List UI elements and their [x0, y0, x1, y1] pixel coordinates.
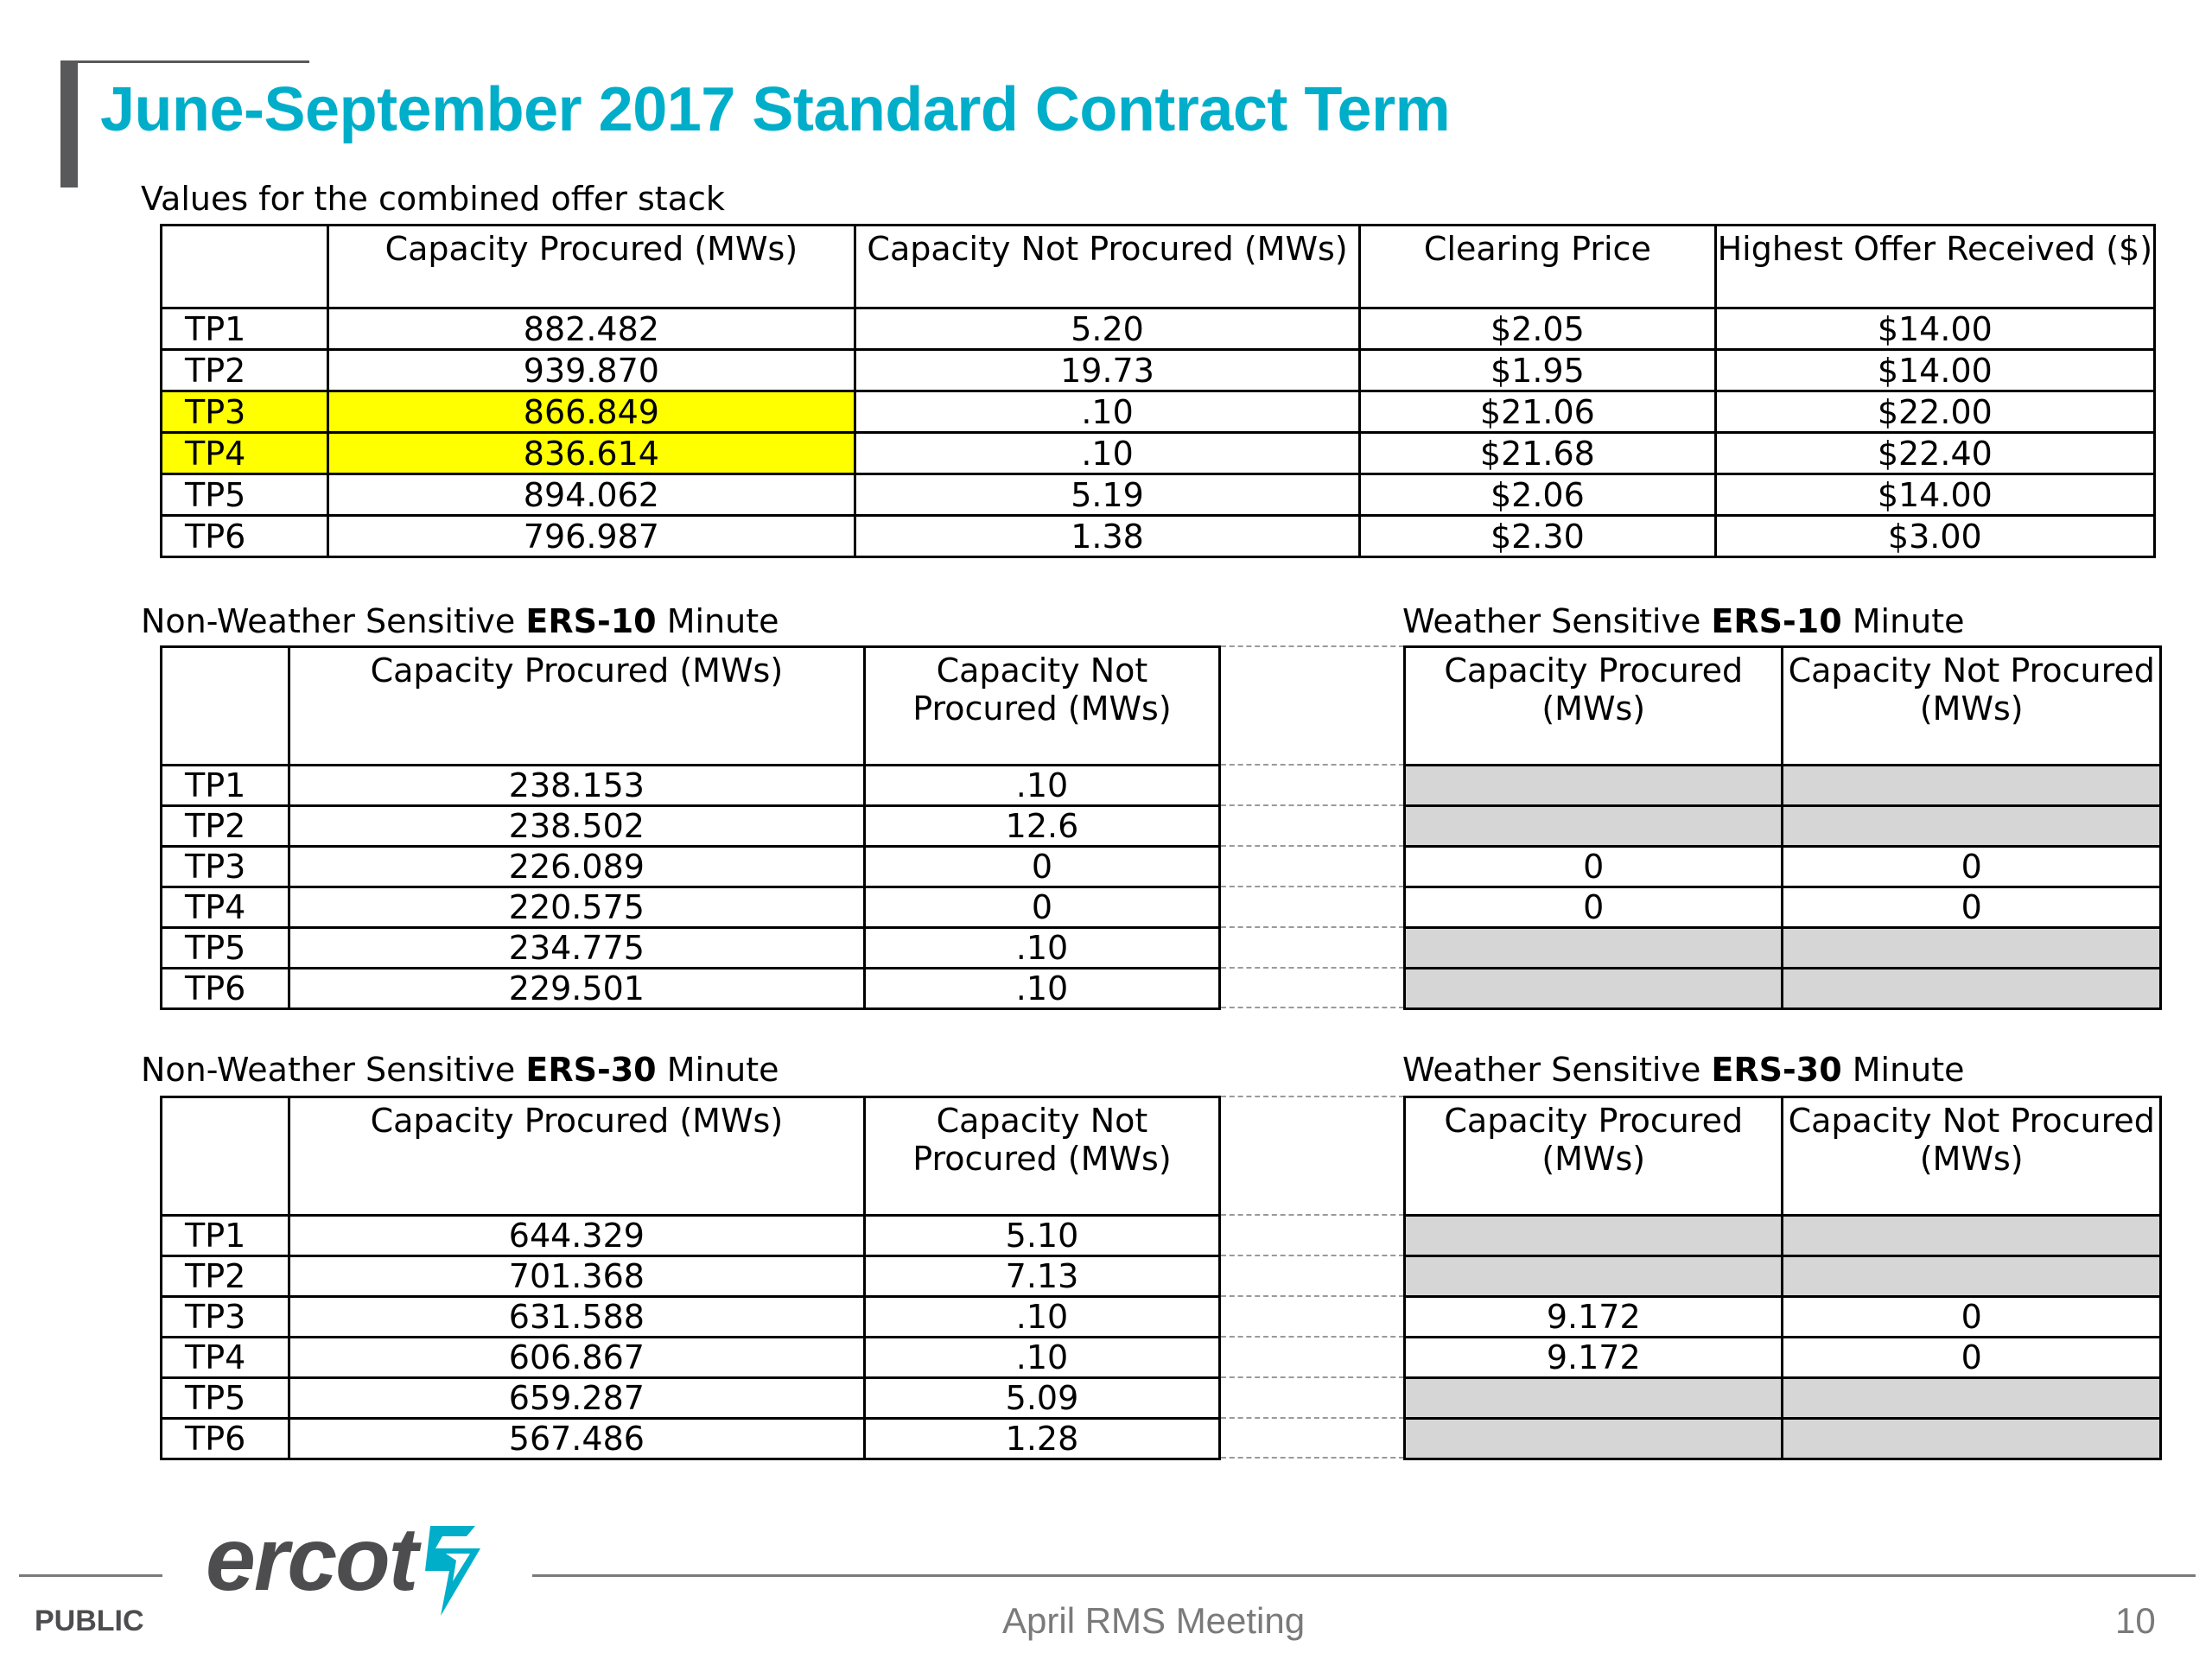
table-header-row	[162, 226, 2155, 308]
table-row	[162, 350, 2155, 391]
table-cell: 836.614	[327, 433, 855, 474]
table-header-row	[1405, 647, 2161, 766]
table-row	[162, 1378, 1220, 1419]
table-header-row	[1405, 1097, 2161, 1216]
table-cell-empty	[1783, 928, 2161, 969]
table-cell: $14.00	[1715, 308, 2154, 350]
table-cell: 12.6	[864, 806, 1219, 847]
slide-title: June-September 2017 Standard Contract Term	[100, 75, 1451, 144]
table-cell: 0	[1405, 887, 1783, 928]
table-cell: 0	[1783, 887, 2161, 928]
table-cell: 234.775	[289, 928, 864, 969]
table-row-highlighted	[162, 391, 2155, 433]
header-capacity-procured: Capacity Procured (MWs)	[1405, 647, 1783, 766]
table-row	[162, 474, 2155, 516]
ws-ers30-table	[1403, 1096, 2162, 1460]
table-cell: .10	[864, 1338, 1219, 1378]
table-row	[162, 1216, 1220, 1256]
public-label: PUBLIC	[35, 1605, 144, 1637]
title-bracket-top	[60, 60, 309, 63]
header-capacity-procured: Capacity Procured (MWs)	[1405, 1097, 1783, 1216]
row-label: TP2	[162, 806, 289, 847]
table-row	[1405, 1297, 2161, 1338]
nws10-caption	[141, 602, 779, 640]
header-capacity-procured: Capacity Procured (MWs)	[289, 1097, 864, 1216]
header-cell	[162, 226, 328, 308]
table-cell: 0	[1405, 847, 1783, 887]
table-cell: 644.329	[289, 1216, 864, 1256]
table-cell: 5.09	[864, 1378, 1219, 1419]
table-cell: .10	[864, 766, 1219, 806]
table-cell-empty	[1405, 928, 1783, 969]
table-cell: 226.089	[289, 847, 864, 887]
caption-text: Weather Sensitive	[1402, 602, 1712, 640]
table-row	[1405, 847, 2161, 887]
table-cell: .10	[864, 928, 1219, 969]
table-cell: 19.73	[855, 350, 1359, 391]
row-label: TP4	[162, 433, 328, 474]
table-row	[162, 887, 1220, 928]
caption-bold: ERS-10	[525, 602, 657, 640]
meeting-name: April RMS Meeting	[1002, 1600, 1306, 1641]
table-row	[162, 1419, 1220, 1459]
row-label: TP6	[162, 516, 328, 557]
table-row-highlighted	[162, 433, 2155, 474]
combined-offer-table	[160, 224, 2156, 558]
table-cell: 9.172	[1405, 1338, 1783, 1378]
caption-text: Weather Sensitive	[1402, 1051, 1712, 1089]
dashed-connectors	[1221, 1096, 1404, 1459]
row-label: TP5	[162, 474, 328, 516]
table-cell: 882.482	[327, 308, 855, 350]
table-cell: $2.30	[1360, 516, 1716, 557]
table-cell: $21.06	[1360, 391, 1716, 433]
caption-text: Non-Weather Sensitive	[141, 1051, 526, 1089]
table-row	[162, 806, 1220, 847]
table-cell: .10	[864, 1297, 1219, 1338]
table-cell: 659.287	[289, 1378, 864, 1419]
table-cell: 5.20	[855, 308, 1359, 350]
table-cell: 229.501	[289, 969, 864, 1009]
ws-ers10-table	[1403, 645, 2162, 1010]
table-cell: $22.40	[1715, 433, 2154, 474]
header-capacity-procured: Capacity Procured (MWs)	[327, 226, 855, 308]
table-cell: 866.849	[327, 391, 855, 433]
table-row	[1405, 1378, 2161, 1419]
caption-text: Minute	[656, 602, 779, 640]
table-cell: 220.575	[289, 887, 864, 928]
table-cell: 5.10	[864, 1216, 1219, 1256]
row-label: TP5	[162, 928, 289, 969]
row-label: TP3	[162, 391, 328, 433]
table-cell: 0	[1783, 847, 2161, 887]
table-cell: 701.368	[289, 1256, 864, 1297]
table-cell: 0	[864, 887, 1219, 928]
header-cell	[162, 1097, 289, 1216]
caption-text: Minute	[656, 1051, 779, 1089]
table-row	[162, 847, 1220, 887]
caption-bold: ERS-10	[1711, 602, 1842, 640]
table-cell: 1.28	[864, 1419, 1219, 1459]
caption-text: Non-Weather Sensitive	[141, 602, 526, 640]
table-cell: 0	[1783, 1338, 2161, 1378]
table-cell-empty	[1405, 766, 1783, 806]
title-bracket-bar	[60, 60, 78, 188]
row-label: TP5	[162, 1378, 289, 1419]
table-cell: 1.38	[855, 516, 1359, 557]
table-cell: 5.19	[855, 474, 1359, 516]
table-cell: 606.867	[289, 1338, 864, 1378]
footer-rule-right	[532, 1574, 2196, 1577]
table-row	[162, 969, 1220, 1009]
caption-bold: ERS-30	[1711, 1051, 1842, 1089]
table-row	[162, 516, 2155, 557]
table-cell-empty	[1405, 1378, 1783, 1419]
header-capacity-not-procured: Capacity Not Procured (MWs)	[1783, 1097, 2161, 1216]
header-capacity-not-procured: Capacity Not Procured (MWs)	[855, 226, 1359, 308]
row-label: TP4	[162, 887, 289, 928]
header-capacity-procured: Capacity Procured (MWs)	[289, 647, 864, 766]
table-cell: $3.00	[1715, 516, 2154, 557]
table-cell: 567.486	[289, 1419, 864, 1459]
row-label: TP1	[162, 1216, 289, 1256]
ws10-caption	[1402, 602, 1965, 640]
table-cell: 939.870	[327, 350, 855, 391]
nws30-caption	[141, 1051, 779, 1089]
table-cell-empty	[1783, 806, 2161, 847]
row-label: TP1	[162, 766, 289, 806]
table-cell-empty	[1405, 1419, 1783, 1459]
table-header-row	[162, 647, 1220, 766]
table-cell: .10	[864, 969, 1219, 1009]
row-label: TP4	[162, 1338, 289, 1378]
ercot-bolt-icon	[406, 1519, 493, 1623]
row-label: TP6	[162, 969, 289, 1009]
table-cell: $2.06	[1360, 474, 1716, 516]
dashed-connectors	[1221, 645, 1404, 1008]
caption-text: Minute	[1841, 1051, 1965, 1089]
row-label: TP6	[162, 1419, 289, 1459]
table-cell: $21.68	[1360, 433, 1716, 474]
header-capacity-not-procured: Capacity Not Procured (MWs)	[864, 1097, 1219, 1216]
footer-rule-left	[19, 1574, 162, 1577]
table-cell: 7.13	[864, 1256, 1219, 1297]
row-label: TP2	[162, 1256, 289, 1297]
table-row	[162, 308, 2155, 350]
ws30-caption	[1402, 1051, 1965, 1089]
table-cell: $1.95	[1360, 350, 1716, 391]
table-row	[1405, 766, 2161, 806]
table-cell: .10	[855, 391, 1359, 433]
table-cell-empty	[1405, 806, 1783, 847]
page-number: 10	[2115, 1600, 2156, 1641]
table-cell: 0	[864, 847, 1219, 887]
table-row	[1405, 969, 2161, 1009]
nws-ers30-table	[160, 1096, 1221, 1460]
table-cell: 796.987	[327, 516, 855, 557]
row-label: TP1	[162, 308, 328, 350]
table-row	[1405, 1216, 2161, 1256]
table-cell-empty	[1783, 1419, 2161, 1459]
table-cell: 631.588	[289, 1297, 864, 1338]
table-row	[1405, 1419, 2161, 1459]
nws-ers10-table	[160, 645, 1221, 1010]
table-row	[162, 928, 1220, 969]
header-highest-offer: Highest Offer Received ($)	[1715, 226, 2154, 308]
header-cell	[162, 647, 289, 766]
table-row	[1405, 806, 2161, 847]
header-capacity-not-procured: Capacity Not Procured (MWs)	[1783, 647, 2161, 766]
table-cell-empty	[1783, 1378, 2161, 1419]
table-cell-empty	[1783, 1216, 2161, 1256]
header-clearing-price: Clearing Price	[1360, 226, 1716, 308]
row-label: TP2	[162, 350, 328, 391]
row-label: TP3	[162, 847, 289, 887]
table-cell: $14.00	[1715, 350, 2154, 391]
table-cell: 238.153	[289, 766, 864, 806]
combined-caption: Values for the combined offer stack	[141, 180, 725, 218]
table-cell: $14.00	[1715, 474, 2154, 516]
row-label: TP3	[162, 1297, 289, 1338]
table-cell: $22.00	[1715, 391, 2154, 433]
table-cell: $2.05	[1360, 308, 1716, 350]
caption-bold: ERS-30	[525, 1051, 657, 1089]
table-row	[162, 766, 1220, 806]
caption-text: Minute	[1841, 602, 1965, 640]
table-row	[1405, 887, 2161, 928]
table-cell-empty	[1783, 969, 2161, 1009]
header-capacity-not-procured: Capacity Not Procured (MWs)	[864, 647, 1219, 766]
table-row	[162, 1297, 1220, 1338]
table-cell-empty	[1783, 1256, 2161, 1297]
table-row	[1405, 1256, 2161, 1297]
table-cell: 238.502	[289, 806, 864, 847]
ercot-logo: ercot	[206, 1510, 417, 1610]
table-cell: 0	[1783, 1297, 2161, 1338]
table-row	[162, 1338, 1220, 1378]
table-cell: .10	[855, 433, 1359, 474]
table-cell-empty	[1405, 1216, 1783, 1256]
table-cell-empty	[1405, 1256, 1783, 1297]
table-row	[162, 1256, 1220, 1297]
table-cell: 9.172	[1405, 1297, 1783, 1338]
table-row	[1405, 928, 2161, 969]
table-cell-empty	[1783, 766, 2161, 806]
table-header-row	[162, 1097, 1220, 1216]
table-cell: 894.062	[327, 474, 855, 516]
table-row	[1405, 1338, 2161, 1378]
table-cell-empty	[1405, 969, 1783, 1009]
